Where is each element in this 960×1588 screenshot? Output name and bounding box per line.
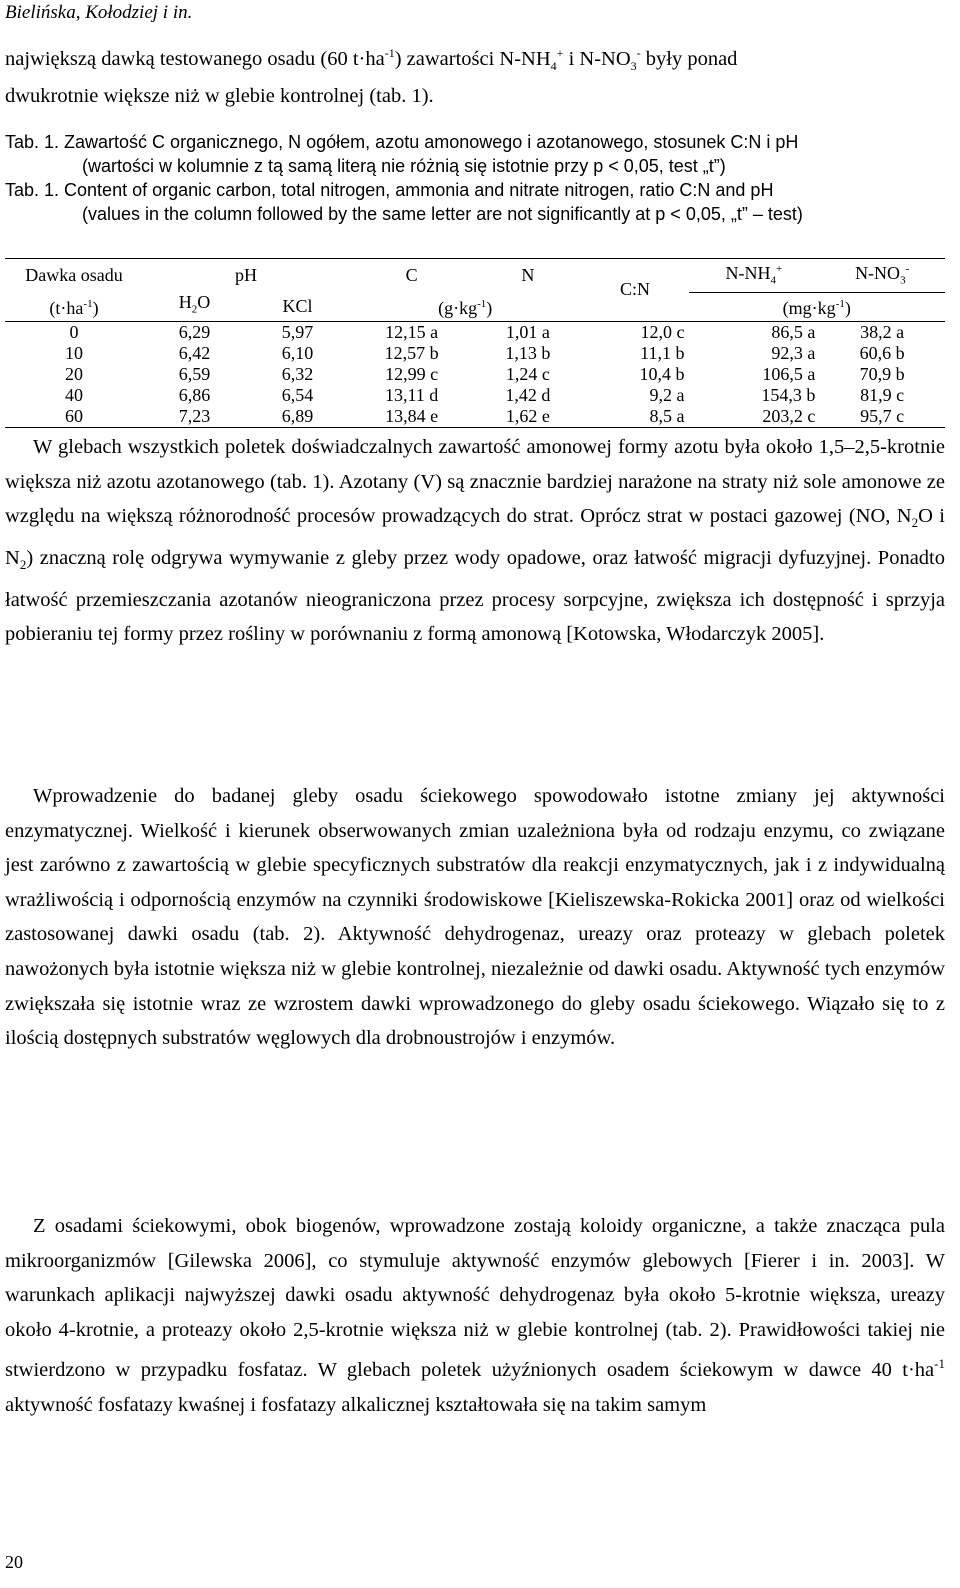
table-caption	[5, 130, 945, 226]
cell-cn: 11,1 b	[640, 342, 685, 363]
intro-paragraph: największą dawką testowanego osadu (60 $t\cdot ha^{-1}$) zawartości $N-NH_4^+$ i $N-NO_3^-$ były ponad dwukrotnie większe niż w glebie kontrolnej (tab. 1).	[5, 46, 738, 107]
cell-h2o: 7,23	[178, 405, 211, 426]
table-row	[5, 406, 945, 428]
col-ph-header: pH	[235, 265, 257, 286]
cell-h2o: 6,86	[178, 384, 211, 405]
cell-nh4: 86,5 a	[771, 321, 816, 342]
cell-nh4: 106,5 a	[762, 363, 816, 384]
cell-kcl: 6,54	[281, 384, 314, 405]
cell-dose: 60	[65, 405, 83, 426]
cell-no3: 38,2 a	[860, 321, 905, 342]
cell-kcl: 6,32	[281, 363, 314, 384]
cell-kcl: 5,97	[281, 321, 314, 342]
table-row	[5, 364, 945, 385]
caption-en-line2: (values in the column followed by the same letter are not significantly at p < 0,05, „t” – test)	[82, 204, 803, 224]
table-row	[5, 321, 945, 343]
cell-c: 12,15 a	[385, 321, 439, 342]
cell-dose: 10	[65, 342, 83, 363]
cell-nh4: 203,2 c	[762, 405, 816, 426]
mg-kg-unit: $(mg\cdot kg^{-1})$	[782, 298, 851, 319]
cell-n: 1,24 c	[505, 363, 550, 384]
cell-n: 1,01 a	[505, 321, 550, 342]
cell-cn: 10,4 b	[639, 363, 685, 384]
cell-h2o: 6,42	[178, 342, 211, 363]
caption-pl-line2: (wartości w kolumnie z tą samą literą nie różnią się istotnie przy p < 0,05, test „t”)	[82, 156, 726, 176]
cell-h2o: 6,29	[178, 321, 211, 342]
col-c-header: C	[405, 265, 418, 286]
cell-dose: 40	[65, 384, 83, 405]
col-h2o-header: $H_2O$	[178, 292, 211, 316]
g-kg-unit: $(g\cdot kg^{-1})$	[349, 292, 581, 321]
cell-n: 1,13 b	[505, 342, 551, 363]
cell-dose: 0	[69, 321, 79, 342]
table-row	[5, 343, 945, 364]
cell-kcl: 6,10	[281, 342, 314, 363]
running-header: Bielińska, Kołodziej i in.	[5, 2, 193, 23]
cell-no3: 70,9 b	[859, 363, 905, 384]
paragraph-3: Z osadami ściekowymi, obok biogenów, wprowadzone zostają koloidy organiczne, a także znacząca pula mikroorganizmów [Gilewska 2006], co stymuluje aktywność enzymów glebowych [Fierer i in. 2003]. W warunkach aplikacji najwyższej dawki osadu aktywność dehydrogenaz była około 5-krotnie większa, ureazy około 4-krotnie, a proteazy około 2,5-krotnie większa niż w glebie kontrolnej (tab. 2). Prawidłowości takiej nie stwierdzono w przypadku fosfataz. W glebach poletek użyźnionych osadem ściekowym w dawce 40 $t\cdot ha^{-1}$ aktywność fosfatazy kwaśnej i fosfatazy alkalicznej kształtowała się na takim samym	[5, 1215, 945, 1416]
cell-no3: 95,7 c	[860, 405, 905, 426]
table-body	[5, 321, 945, 427]
cell-nh4: 154,3 b	[761, 384, 816, 405]
cell-dose: 20	[65, 363, 83, 384]
table-header-row-2	[5, 292, 945, 321]
cell-cn: 12,0 c	[640, 321, 685, 342]
table-header-row-1	[5, 259, 945, 293]
col-kcl-header: KCl	[282, 295, 313, 316]
col-nnh4-header: $N-NH_4^+$	[689, 259, 820, 293]
cell-c: 13,11 d	[384, 384, 439, 405]
cell-cn: 8,5 a	[649, 405, 685, 426]
table-row	[5, 385, 945, 406]
col-dose-header: Dawka osadu	[25, 265, 123, 286]
col-nno3-header: $N-NO_3^-$	[819, 259, 945, 293]
cell-nh4: 92,3 a	[771, 342, 816, 363]
cell-c: 12,99 c	[385, 363, 439, 384]
cell-no3: 81,9 c	[860, 384, 905, 405]
col-cn-header: C:N	[619, 279, 650, 300]
paragraph-1: W glebach wszystkich poletek doświadczalnych zawartość amonowej formy azotu była około 1,5–2,5-krotnie większa niż azotu azotanowego (tab. 1). Azotany (V) są znacznie bardziej narażone na straty niż sole amonowe ze względu na większą różnorodność procesów prowadzących do strat. Oprócz strat w postaci gazowej (NO, $N_2O$ i $N_2$) znaczną rolę odgrywa wymywanie z gleby przez wody opadowe, oraz łatwość migracji dyfuzyjnej. Ponadto łatwość przemieszczania azotanów nieograniczona przez procesy sorpcyjne, zwiększa ich dostępność i sprzyja pobieraniu tej formy przez rośliny w porównaniu z formą amonową [Kotowska, Włodarczyk 2005].	[5, 436, 945, 646]
cell-cn: 9,2 a	[649, 384, 685, 405]
cell-no3: 60,6 b	[859, 342, 905, 363]
dose-unit: $(t\cdot ha^{-1})$	[49, 297, 99, 318]
paragraph-2: Wprowadzenie do badanej gleby osadu ściekowego spowodowało istotne zmiany jej aktywności enzymatycznej. Wielkość i kierunek obserwowanych zmian uzależniona była od rodzaju enzymu, co związane jest zarówno z zawartością w glebie specyficznych substratów dla reakcji enzymatycznych, jak i z indywidualną wrażliwością i odpornością enzymów na czynniki środowiskowe [Kieliszewska-Rokicka 2001] oraz od wielkości zastosowanej dawki osadu (tab. 2). Aktywność dehydrogenaz, ureazy oraz proteazy w glebach poletek nawożonych była istotnie większa niż w glebie kontrolnej, niezależnie od dawki osadu. Aktywność tych enzymów zwiększała się istotnie wraz ze wzrostem dawki wprowadzonego do gleby osadu ściekowego. Wiązało się to z ilością dostępnych substratów węglowych dla drobnoustrojów i enzymów.	[5, 785, 945, 1050]
caption-pl-line1: Tab. 1. Zawartość C organicznego, N ogółem, azotu amonowego i azotanowego, stosunek C:N i pH	[5, 132, 799, 152]
cell-n: 1,42 d	[505, 384, 551, 405]
cell-n: 1,62 e	[505, 405, 550, 426]
caption-en-line1: Tab. 1. Content of organic carbon, total nitrogen, ammonia and nitrate nitrogen, ratio C:N and pH	[5, 180, 774, 200]
cell-h2o: 6,59	[178, 363, 211, 384]
cell-kcl: 6,89	[281, 405, 314, 426]
data-table	[5, 258, 945, 428]
page-number: 20	[5, 1552, 23, 1572]
col-n-header: N	[521, 265, 535, 286]
cell-c: 12,57 b	[384, 342, 439, 363]
cell-c: 13,84 e	[385, 405, 439, 426]
